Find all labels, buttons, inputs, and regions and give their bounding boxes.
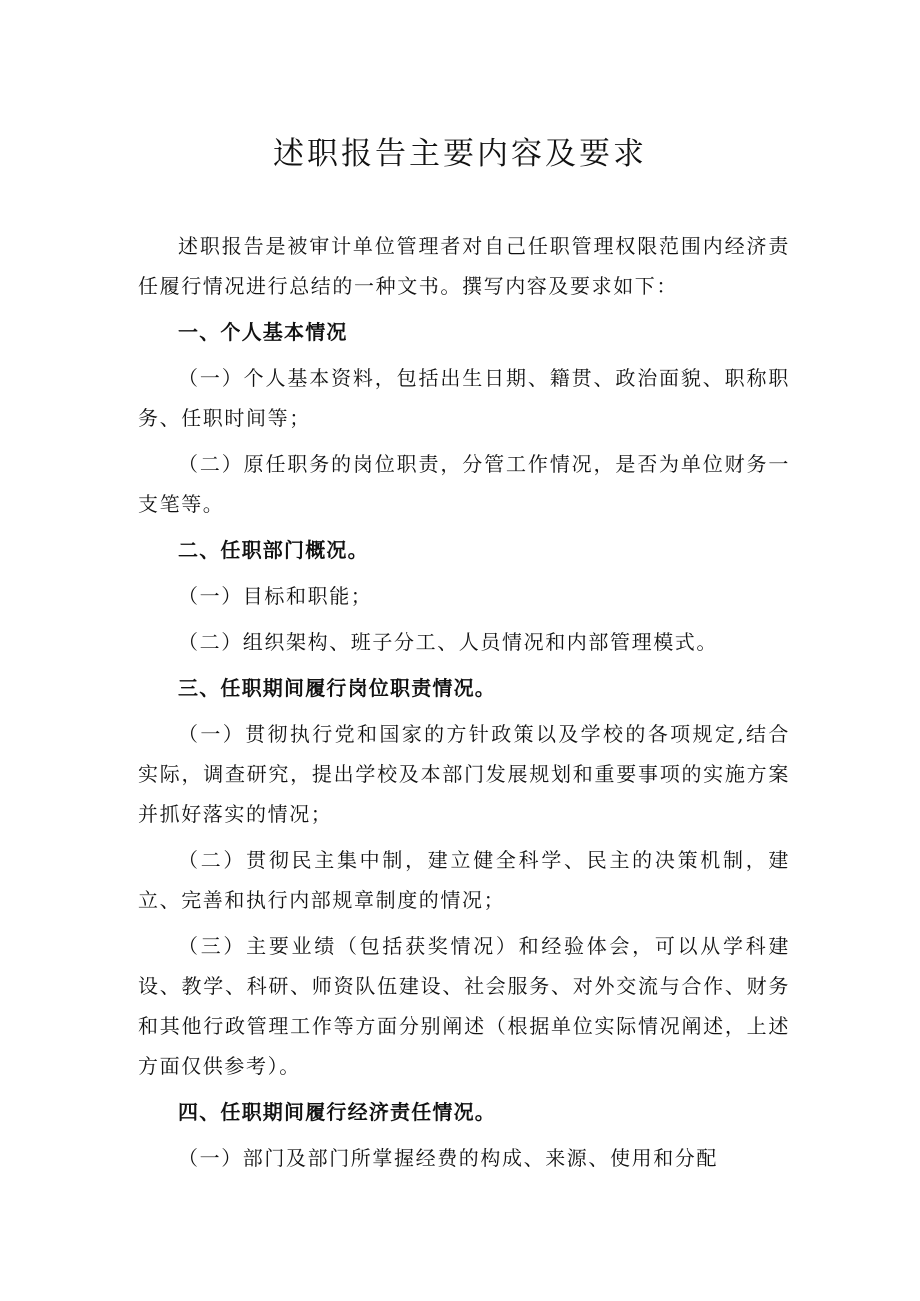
section-item: （一）目标和职能； [178,584,373,608]
section-item: （三）主要业绩（包括获奖情况）和经验体会，可以从学科建设、教学、科研、师资队伍建设、社会服务、对外交流与合作、财务和其他行政管理工作等方面分别阐述（根据单位实际情况阐述，上述方面仅供参考）。 [138,934,790,1078]
document-title: 述职报告主要内容及要求 [273,136,647,172]
section-item: （二）组织架构、班子分工、人员情况和内部管理模式。 [178,630,718,654]
section-item: （一）部门及部门所掌握经费的构成、来源、使用和分配 [178,1146,718,1170]
section-2 [138,530,790,662]
section-1 [138,312,790,524]
section-item: （二）贯彻民主集中制，建立健全科学、民主的决策机制，建立、完善和执行内部规章制度的情况； [138,848,790,912]
section-heading: 二、任职部门概况。 [178,538,369,562]
section-item: （一）个人基本资料，包括出生日期、籍贯、政治面貌、职称职务、任职时间等； [138,366,790,430]
section-item: （二）原任职务的岗位职责，分管工作情况，是否为单位财务一支笔等。 [138,452,790,516]
document-body [138,226,790,1184]
intro-paragraph: 述职报告是被审计单位管理者对自己任职管理权限范围内经济责任履行情况进行总结的一种文书。撰写内容及要求如下： [138,234,790,298]
section-3 [138,668,790,1086]
section-4 [138,1092,790,1178]
section-item: （一）贯彻执行党和国家的方针政策以及学校的各项规定,结合实际，调查研究，提出学校及本部门发展规划和重要事项的实施方案并抓好落实的情况； [138,722,790,826]
section-heading: 一、个人基本情况 [178,320,348,344]
section-heading: 四、任职期间履行经济责任情况。 [178,1100,496,1124]
section-heading: 三、任职期间履行岗位职责情况。 [178,676,496,700]
